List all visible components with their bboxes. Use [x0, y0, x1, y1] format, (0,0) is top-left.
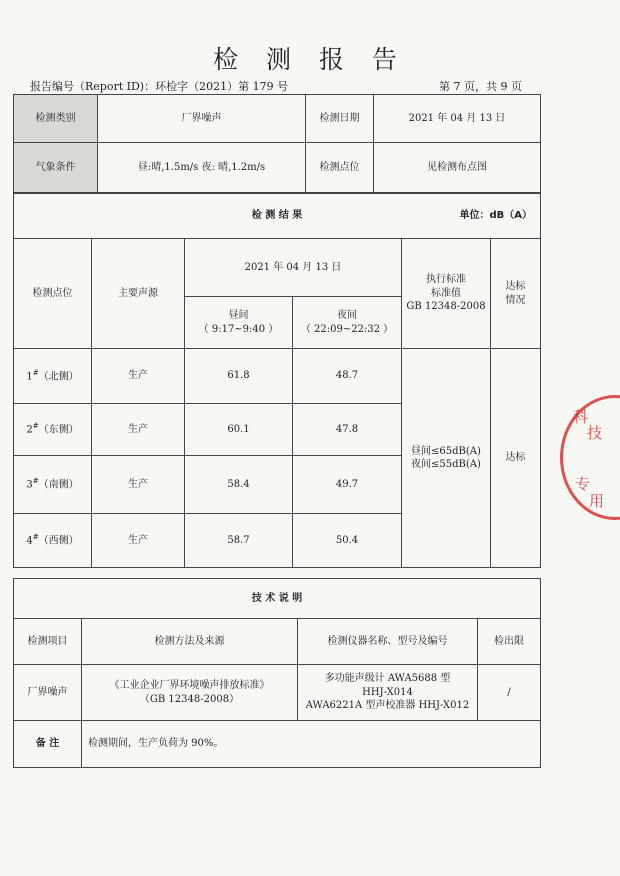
pass-value: 达标 — [491, 349, 541, 568]
tech-section-title: 技 术 说 明 — [14, 579, 541, 619]
method-value — [82, 665, 298, 721]
point-cell: 4#（西侧） — [14, 514, 92, 568]
instrument-value — [298, 665, 478, 721]
col-point: 检测点位 — [14, 239, 92, 349]
point-cell: 1#（北侧） — [14, 349, 92, 404]
night-value: 49.7 — [293, 456, 402, 514]
night-value: 48.7 — [293, 349, 402, 404]
source-cell: 生产 — [92, 404, 185, 456]
col-night-time: （ 22:09~22:32 ） — [300, 323, 394, 335]
results-table — [13, 193, 541, 568]
label-date: 检测日期 — [306, 95, 374, 143]
col-source: 主要声源 — [92, 239, 185, 349]
std-day: 昼间≤65dB(A) — [411, 445, 481, 457]
col-instrument: 检测仪器名称、型号及编号 — [298, 619, 478, 665]
table-row — [14, 349, 541, 404]
points-value: 见检测布点图 — [374, 143, 541, 193]
col-std-line3: GB 12348-2008 — [406, 301, 486, 313]
col-method: 检测方法及来源 — [82, 619, 298, 665]
item-value: 厂界噪声 — [14, 665, 82, 721]
std-night: 夜间≤55dB(A) — [411, 459, 481, 470]
label-weather: 气象条件 — [14, 143, 98, 193]
report-title: 检 测 报 告 — [213, 45, 407, 74]
limit-value: / — [478, 665, 541, 721]
weather-value: 昼:晴,1.5m/s 夜: 晴,1.2m/s — [98, 143, 306, 193]
label-points: 检测点位 — [306, 143, 374, 193]
info-table — [13, 94, 541, 193]
col-std-line1: 执行标准 — [426, 274, 466, 286]
night-value: 50.4 — [293, 514, 402, 568]
standard-values — [402, 349, 491, 568]
results-section-title: 检 测 结 果 — [251, 210, 303, 222]
label-category: 检测类别 — [14, 95, 98, 143]
category-value: 厂界噪声 — [98, 95, 306, 143]
night-value: 47.8 — [293, 404, 402, 456]
point-cell: 3#（南侧） — [14, 456, 92, 514]
col-std-line2: 标准值 — [431, 287, 461, 299]
col-pass: 达标情况 — [491, 239, 541, 349]
col-night — [293, 297, 402, 349]
col-standard — [402, 239, 491, 349]
remark-value: 检测期间，生产负荷为 90%。 — [82, 721, 541, 768]
tech-table — [13, 578, 541, 768]
col-day-time: （ 9:17~9:40 ） — [198, 323, 279, 335]
day-value: 58.4 — [185, 456, 293, 514]
report-id: 报告编号（Report ID)：环检字（2021）第 179 号 — [30, 80, 289, 93]
unit-label: 单位：dB（A） — [459, 210, 533, 221]
day-value: 60.1 — [185, 404, 293, 456]
method-line2: （GB 12348-2008） — [139, 693, 240, 705]
day-value: 58.7 — [185, 514, 293, 568]
remark-label: 备 注 — [14, 721, 82, 768]
instrument-line2: HHJ-X014 — [362, 686, 413, 698]
method-line1: 《工业企业厂界环境噪声排放标准》 — [109, 680, 270, 691]
point-cell: 2#（东侧） — [14, 404, 92, 456]
date-value: 2021 年 04 月 13 日 — [374, 95, 541, 143]
col-date: 2021 年 04 月 13 日 — [185, 239, 402, 297]
instrument-line1: 多功能声级计 AWA5688 型 — [324, 673, 451, 685]
results-section-header — [14, 194, 541, 239]
page-number: 第 7 页，共 9 页 — [439, 80, 522, 93]
source-cell: 生产 — [92, 456, 185, 514]
col-night-label: 夜间 — [337, 310, 357, 321]
day-value: 61.8 — [185, 349, 293, 404]
instrument-line3: AWA6221A 型声校准器 HHJ-X012 — [305, 700, 470, 712]
source-cell: 生产 — [92, 514, 185, 568]
col-item: 检测项目 — [14, 619, 82, 665]
source-cell: 生产 — [92, 349, 185, 404]
col-day-label: 昼间 — [228, 310, 249, 321]
red-seal-stamp: 科 技 专 用 — [560, 395, 620, 520]
col-day — [185, 297, 293, 349]
col-limit: 检出限 — [478, 619, 541, 665]
